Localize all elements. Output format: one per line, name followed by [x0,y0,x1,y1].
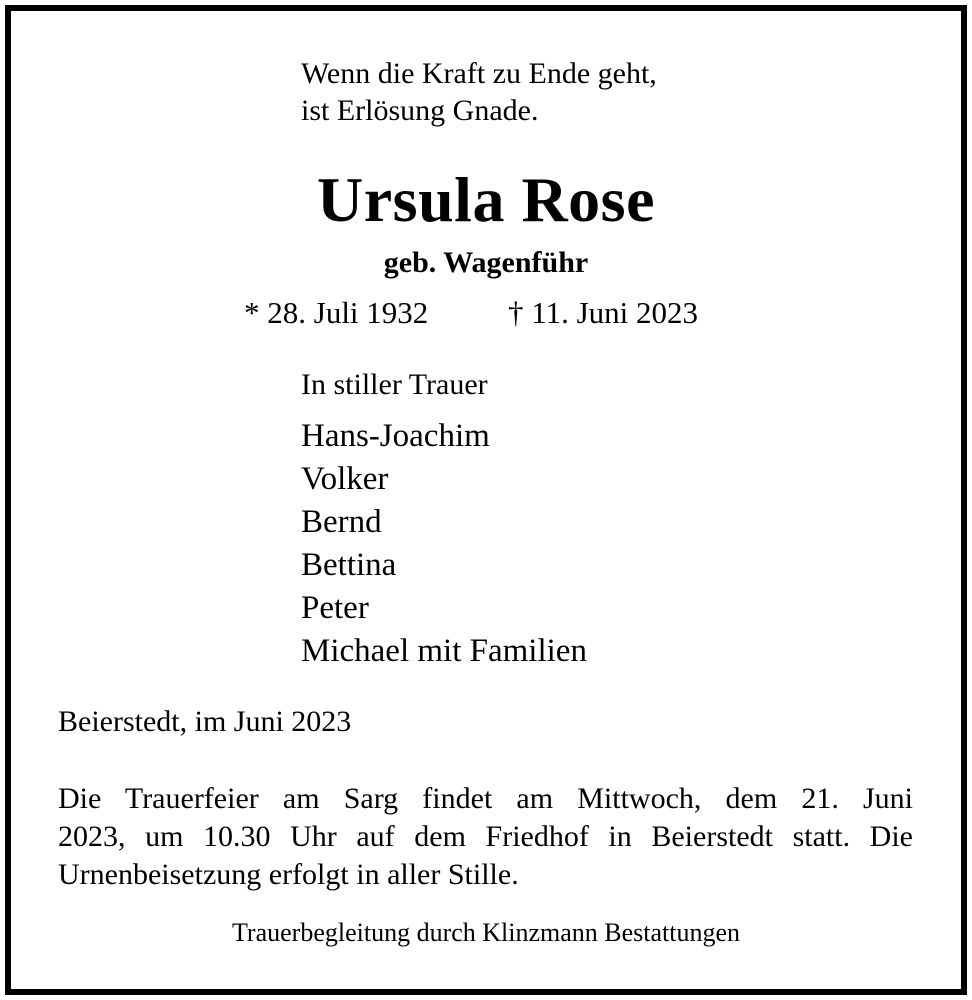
deceased-name: Ursula Rose [317,164,655,235]
mourner: Bettina [301,547,397,583]
death-date: † 11. Juni 2023 [508,295,699,330]
funeral-service-info [58,780,913,894]
service-line-1: Die Trauerfeier am Sarg findet am Mittwoch, dem 21. Juni [58,782,913,815]
mourner: Volker [301,461,389,497]
quote-line-1: Wenn die Kraft zu Ende geht, [301,57,657,90]
place-date: Beierstedt, im Juni 2023 [58,705,352,738]
maiden-name: geb. Wagenführ [383,246,589,279]
mourning-intro: In stiller Trauer [301,368,488,401]
service-line-2: 2023, um 10.30 Uhr auf dem Friedhof in Beierstedt statt. Die [58,820,913,853]
undertaker-credit: Trauerbegleitung durch Klinzmann Bestattungen [231,918,741,947]
mourner: Michael mit Familien [301,633,587,669]
quote [301,55,657,129]
mourner: Peter [301,590,369,626]
service-line-3: Urnenbeisetzung erfolgt in aller Stille. [58,858,519,891]
quote-line-2: ist Erlösung Gnade. [301,94,539,127]
mourners-list [301,415,587,673]
birth-date: * 28. Juli 1932 [244,295,429,330]
mourner: Bernd [301,504,382,540]
mourner: Hans-Joachim [301,418,490,454]
